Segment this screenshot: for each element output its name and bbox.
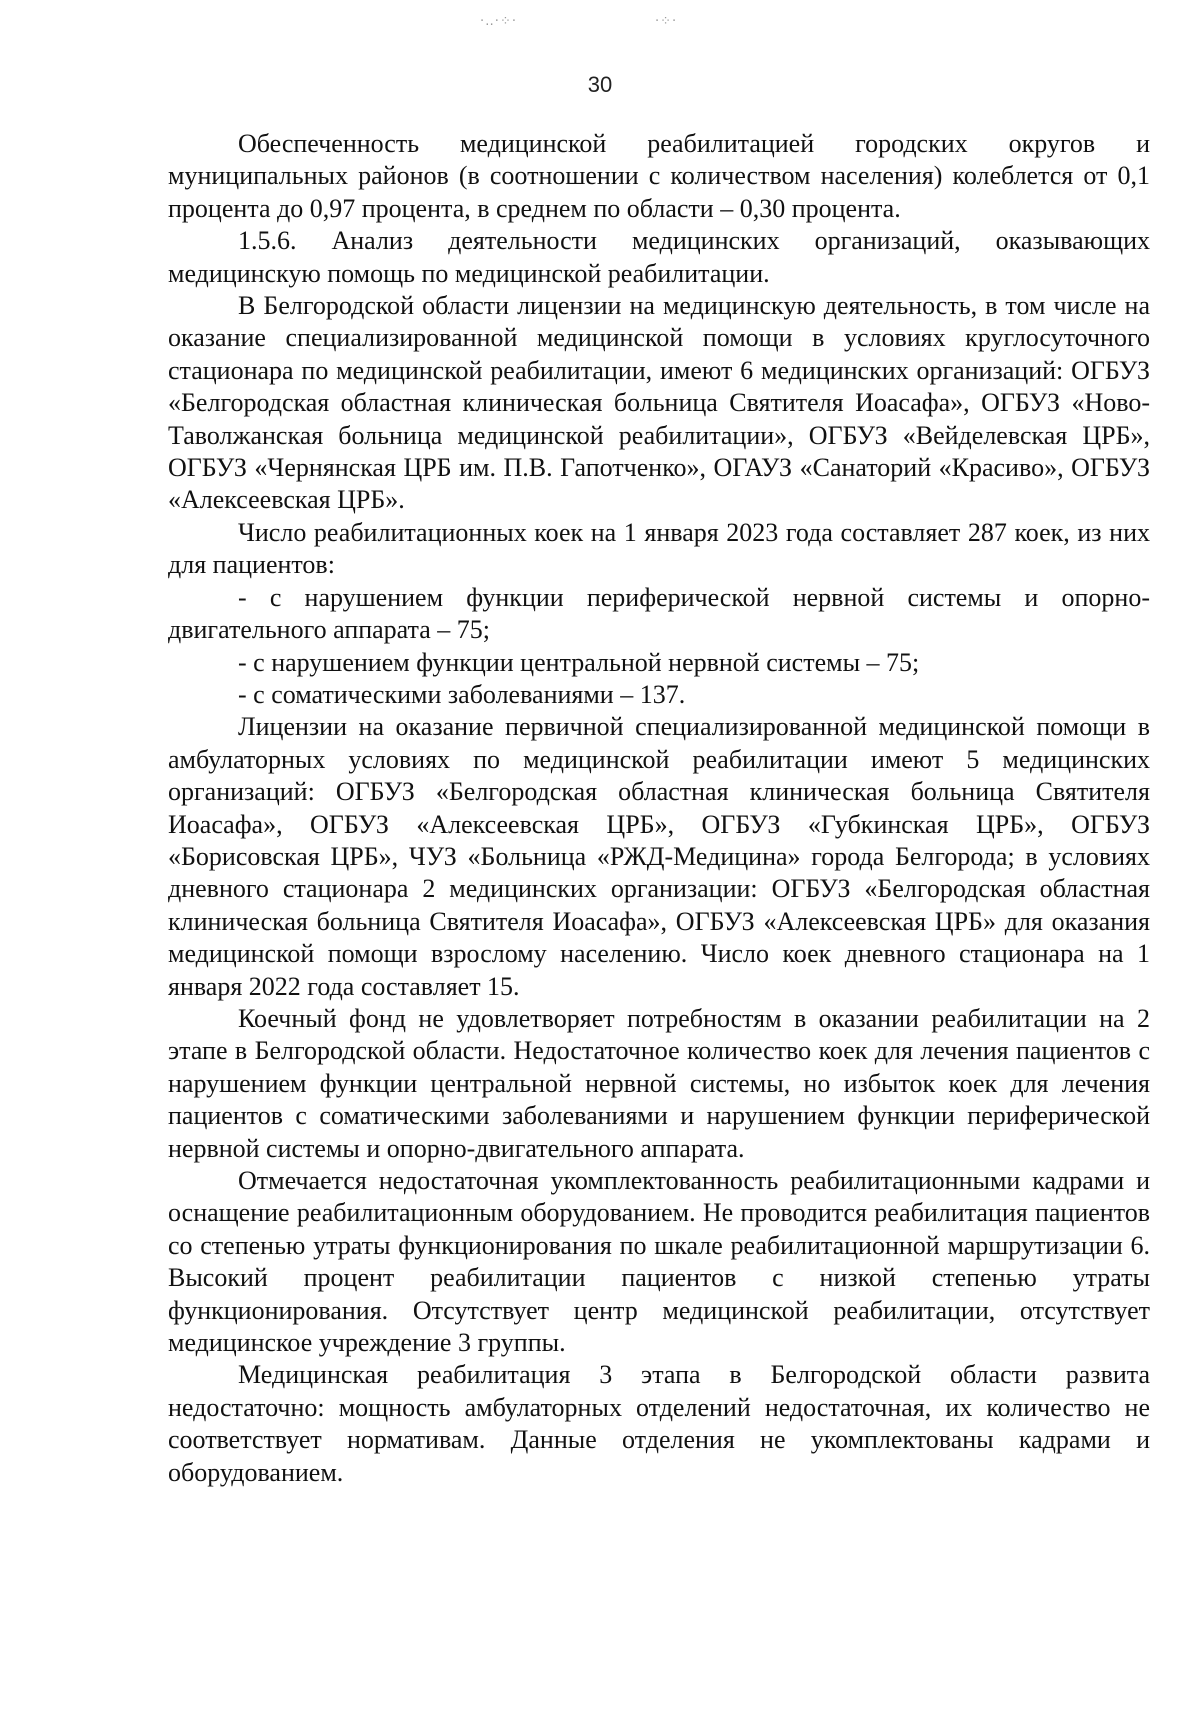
list-item-central: - с нарушением функции центральной нервной системы – 75; <box>238 647 920 677</box>
scan-artifact: ·‥·⁘· <box>480 14 517 29</box>
paragraph-bed-count: Число реабилитационных коек на 1 января 2023 года составляет 287 коек, из них для пациентов: <box>168 517 1150 580</box>
paragraph-licensed-organizations: В Белгородской области лицензии на медицинскую деятельность, в том числе на оказание специализированной медицинской помощи в условиях круглосуточного стационара по медицинской реабилитации, имеют 6 медицинских организаций: ОГБУЗ «Белгородская областная клиническая больница Святителя Иоасафа», ОГБУЗ «Ново-Таволжанская больница медицинской реабилитации», ОГБУЗ «Вейделевская ЦРБ», ОГБУЗ «Чернянская ЦРБ им. П.В. Гапотченко», ОГАУЗ «Санаторий «Красиво», ОГБУЗ «Алексеевская ЦРБ». <box>168 291 1150 515</box>
page-number: 30 <box>587 72 613 97</box>
paragraph-stage-3: Медицинская реабилитация 3 этапа в Белгородской области развита недостаточно: мощность амбулаторных отделений недостаточная, их количество не соответствует нормативам. Данные отделения не укомплектованы кадрами и оборудованием. <box>168 1360 1150 1487</box>
paragraph-rehab-coverage: Обеспеченность медицинской реабилитацией городских округов и муниципальных районов (в соотношении с количеством населения) колеблется от 0,1 процента до 0,97 процента, в среднем по области – 0,30 процента. <box>168 129 1150 223</box>
scan-artifact: ·⁘· <box>655 14 678 29</box>
paragraph-bed-fund: Коечный фонд не удовлетворяет потребностям в оказании реабилитации на 2 этапе в Белгородской области. Недостаточное количество коек для лечения пациентов с нарушением функции центральной нервной системы, но избыток коек для лечения пациентов с соматическими заболеваниями и нарушением функции периферической нервной системы и опорно-двигательного аппарата. <box>168 1003 1150 1163</box>
paragraph-staffing: Отмечается недостаточная укомплектованность реабилитационными кадрами и оснащение реабилитационным оборудованием. Не проводится реабилитация пациентов со степенью утраты функционирования по шкале реабилитационной маршрутизации 6. Высокий процент реабилитации пациентов с низкой степенью утраты функционирования. Отсутствует центр медицинской реабилитации, отсутствует медицинское учреждение 3 группы. <box>168 1166 1150 1358</box>
list-item-peripheral: - с нарушением функции периферической нервной системы и опорно-двигательного аппарата – 75; <box>168 582 1150 645</box>
paragraph-outpatient-licenses: Лицензии на оказание первичной специализированной медицинской помощи в амбулаторных условиях по медицинской реабилитации имеют 5 медицинских организаций: ОГБУЗ «Белгородская областная клиническая больница Святителя Иоасафа», ОГБУЗ «Алексеевская ЦРБ», ОГБУЗ «Губкинская ЦРБ», ОГБУЗ «Борисовская ЦРБ», ЧУЗ «Больница «РЖД-Медицина» города Белгорода; в условиях дневного стационара 2 медицинских организации: ОГБУЗ «Белгородская областная клиническая больница Святителя Иоасафа», ОГБУЗ «Алексеевская ЦРБ» для оказания медицинской помощи взрослому населению. Число коек дневного стационара на 1 января 2022 года составляет 15. <box>168 712 1150 1001</box>
document-body <box>168 128 1150 1489</box>
list-item-somatic: - с соматическими заболеваниями – 137. <box>238 679 686 709</box>
section-heading-1-5-6: 1.5.6. Анализ деятельности медицинских организаций, оказывающих медицинскую помощь по медицинской реабилитации. <box>168 226 1150 288</box>
